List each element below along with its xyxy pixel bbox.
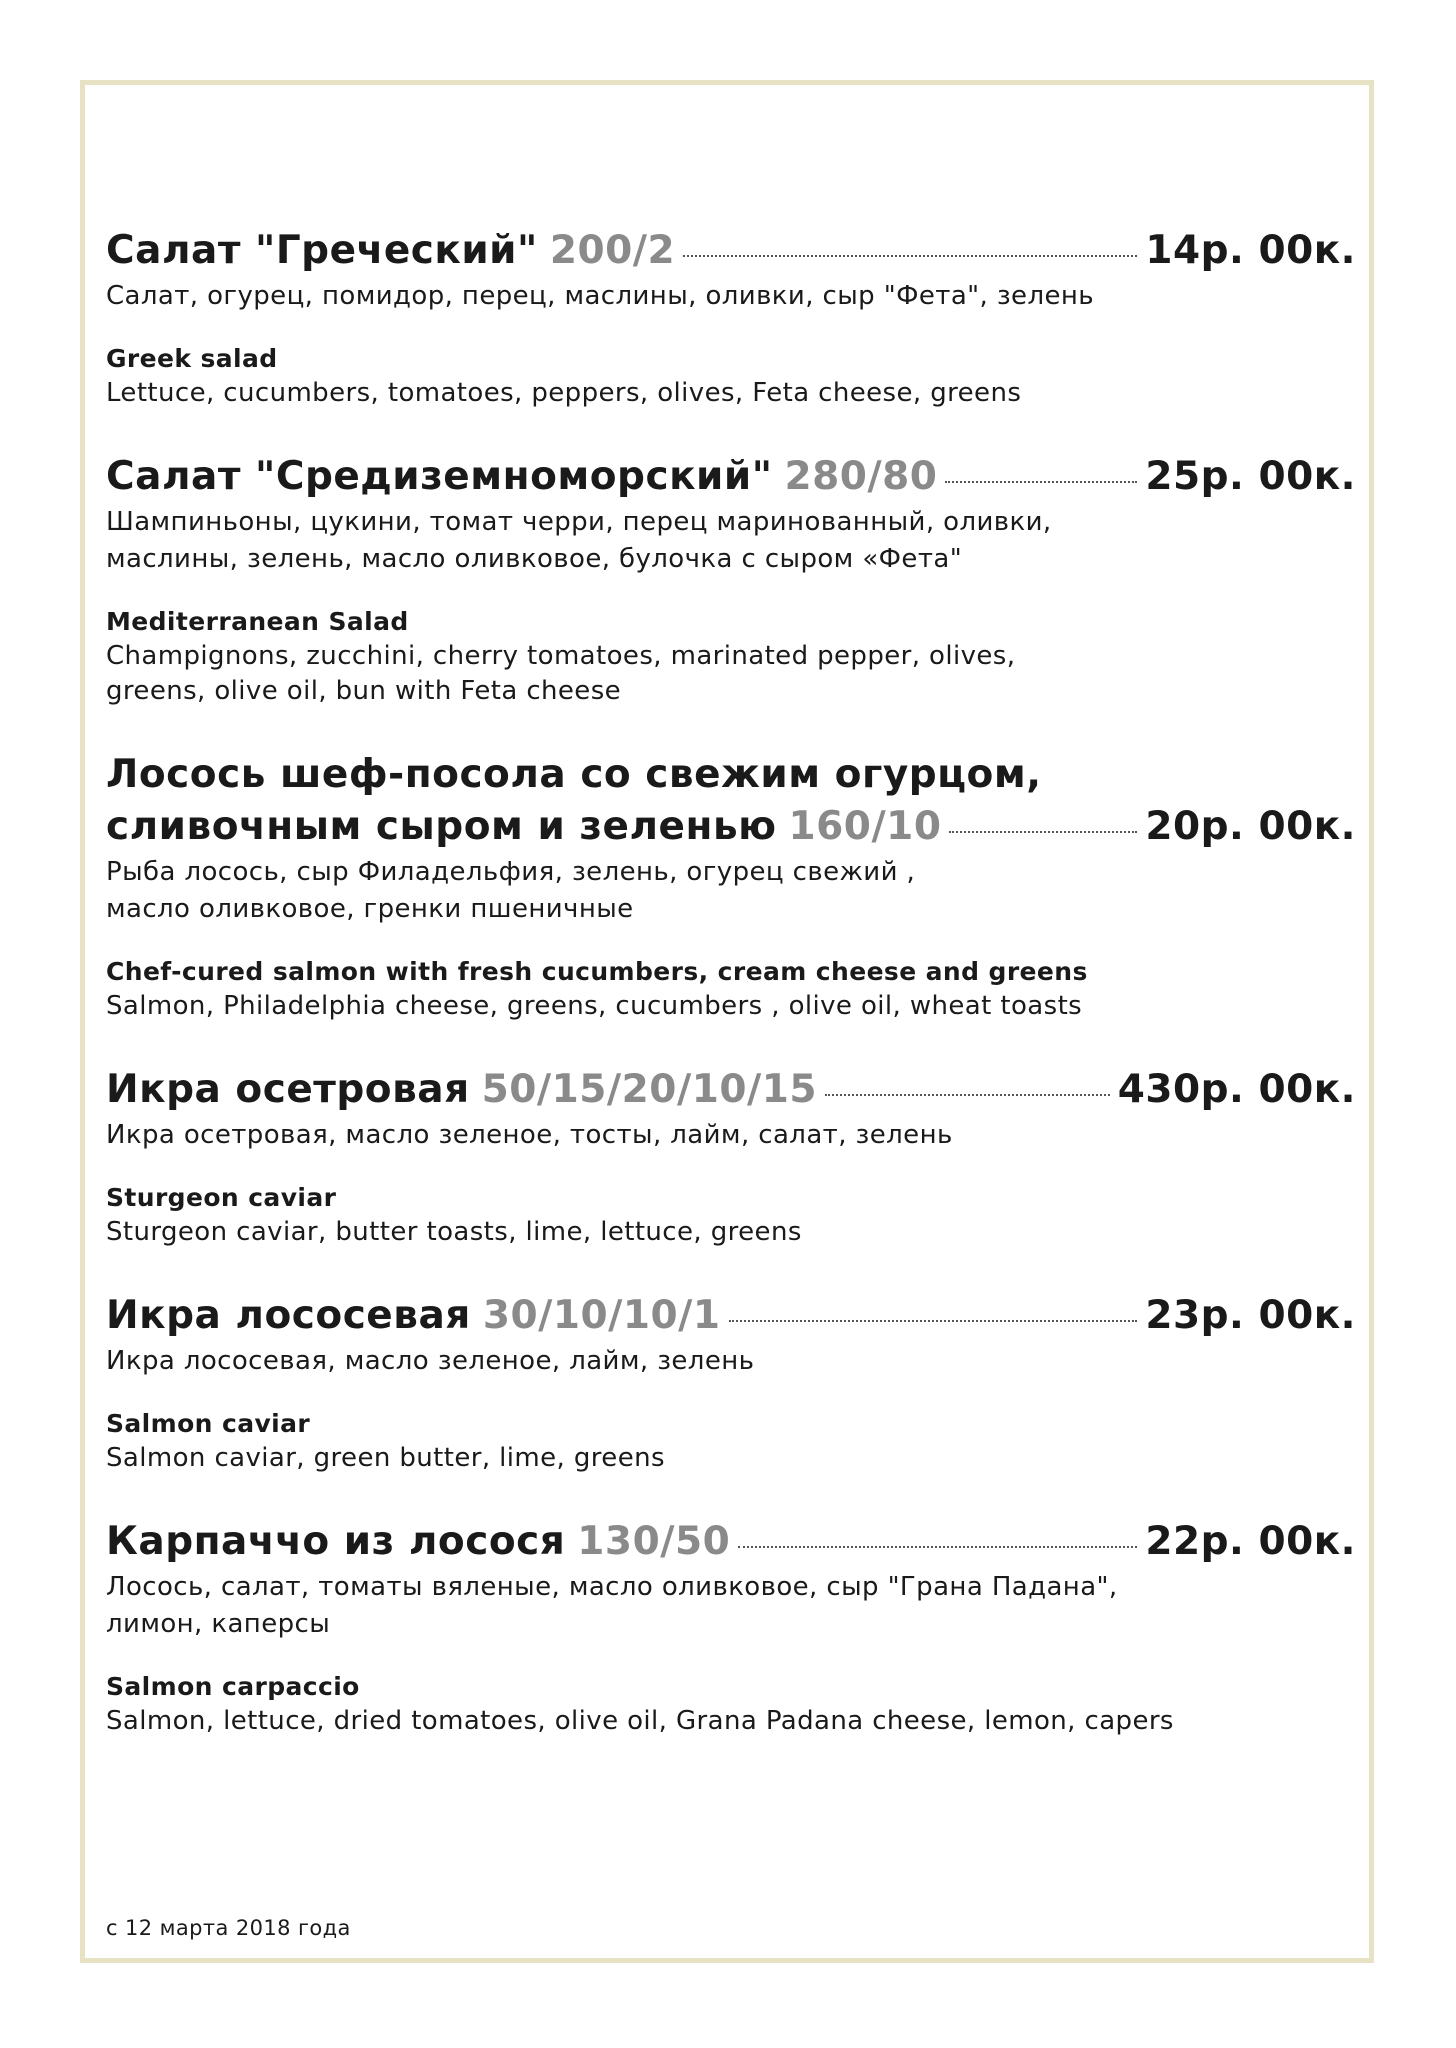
menu-item-english-name: Salmon caviar bbox=[106, 1409, 311, 1438]
menu-item-price: 25р. 00к. bbox=[1145, 454, 1356, 499]
menu-item-description: Шампиньоны, цукини, томат черри, перец маринованный, оливки, bbox=[106, 507, 1052, 537]
dot-leader bbox=[825, 1094, 1110, 1096]
menu-item-weight: 280/80 bbox=[784, 454, 938, 499]
menu-item-description: лимон, каперсы bbox=[106, 1609, 331, 1639]
menu-item-english-name: Salmon carpaccio bbox=[106, 1672, 360, 1701]
menu-item-title-row bbox=[106, 451, 1356, 503]
dot-leader bbox=[945, 481, 1137, 483]
menu-item-title: Икра осетровая bbox=[106, 1067, 470, 1112]
menu-item-description: Икра осетровая, масло зеленое, тосты, лайм, салат, зелень bbox=[106, 1120, 953, 1150]
dot-leader bbox=[738, 1546, 1137, 1548]
menu-item-price: 430р. 00к. bbox=[1117, 1067, 1356, 1112]
menu-item-description: Лосось, салат, томаты вяленые, масло оливковое, сыр "Грана Падана", bbox=[106, 1572, 1118, 1602]
menu-item-weight: 130/50 bbox=[577, 1519, 731, 1564]
menu-item-title: Салат "Средиземноморский" bbox=[106, 454, 773, 499]
menu-item-weight: 200/2 bbox=[549, 228, 676, 273]
menu-item-description: маслины, зелень, масло оливковое, булочка с сыром «Фета" bbox=[106, 544, 963, 574]
menu-item-price: 23р. 00к. bbox=[1145, 1293, 1356, 1338]
menu-item-title-row bbox=[106, 1064, 1356, 1116]
menu-item-english-description: Salmon, lettuce, dried tomatoes, olive oil, Grana Padana cheese, lemon, capers bbox=[106, 1706, 1174, 1736]
menu-item-english-description: Sturgeon caviar, butter toasts, lime, lettuce, greens bbox=[106, 1217, 802, 1247]
menu-item-title-line: Лосось шеф-посола со свежим огурцом, bbox=[106, 752, 1042, 797]
menu-item-description: масло оливковое, гренки пшеничные bbox=[106, 894, 634, 924]
menu-item-english-description: greens, olive oil, bun with Feta cheese bbox=[106, 676, 622, 706]
menu-item-description: Салат, огурец, помидор, перец, маслины, оливки, сыр "Фета", зелень bbox=[106, 281, 1094, 311]
menu-item-english-description: Salmon, Philadelphia cheese, greens, cucumbers , olive oil, wheat toasts bbox=[106, 991, 1083, 1021]
menu-item-chef-cured-salmon bbox=[106, 749, 1356, 1024]
menu-effective-date: с 12 марта 2018 года bbox=[106, 1916, 351, 1940]
menu-item-salmon-carpaccio bbox=[106, 1516, 1356, 1739]
menu-item-price: 14р. 00к. bbox=[1145, 228, 1356, 273]
menu-item-price: 20р. 00к. bbox=[1145, 804, 1356, 849]
menu-item-title: сливочным сыром и зеленью bbox=[106, 804, 777, 849]
menu-item-title-row bbox=[106, 801, 1356, 853]
menu-item-english-description: Lettuce, cucumbers, tomatoes, peppers, olives, Feta cheese, greens bbox=[106, 378, 1022, 408]
menu-item-title-row bbox=[106, 1516, 1356, 1568]
menu-item-salmon-caviar bbox=[106, 1290, 1356, 1476]
menu-item-english-description: Champignons, zucchini, cherry tomatoes, marinated pepper, olives, bbox=[106, 641, 1016, 671]
menu-item-title: Карпаччо из лосося bbox=[106, 1519, 566, 1564]
menu-item-title: Икра лососевая bbox=[106, 1293, 471, 1338]
menu-item-description: Икра лососевая, масло зеленое, лайм, зелень bbox=[106, 1346, 755, 1376]
menu-item-title-row bbox=[106, 1290, 1356, 1342]
menu-item-weight: 160/10 bbox=[788, 804, 942, 849]
menu-list bbox=[106, 225, 1356, 1779]
menu-item-weight: 30/10/10/1 bbox=[482, 1293, 721, 1338]
menu-item-weight: 50/15/20/10/15 bbox=[481, 1067, 817, 1112]
menu-item-english-name: Chef-cured salmon with fresh cucumbers, cream cheese and greens bbox=[106, 957, 1088, 986]
dot-leader bbox=[683, 255, 1137, 257]
menu-item-title: Салат "Греческий" bbox=[106, 228, 538, 273]
menu-item-sturgeon-caviar bbox=[106, 1064, 1356, 1250]
dot-leader bbox=[949, 831, 1137, 833]
menu-item-mediterranean-salad bbox=[106, 451, 1356, 709]
menu-item-english-description: Salmon caviar, green butter, lime, greens bbox=[106, 1443, 665, 1473]
menu-item-greek-salad bbox=[106, 225, 1356, 411]
dot-leader bbox=[729, 1320, 1138, 1322]
menu-item-price: 22р. 00к. bbox=[1145, 1519, 1356, 1564]
menu-item-title-row bbox=[106, 225, 1356, 277]
menu-item-english-name: Mediterranean Salad bbox=[106, 607, 409, 636]
menu-item-english-name: Sturgeon caviar bbox=[106, 1183, 337, 1212]
menu-item-description: Рыба лосось, сыр Филадельфия, зелень, огурец свежий , bbox=[106, 857, 916, 887]
menu-item-english-name: Greek salad bbox=[106, 344, 278, 373]
